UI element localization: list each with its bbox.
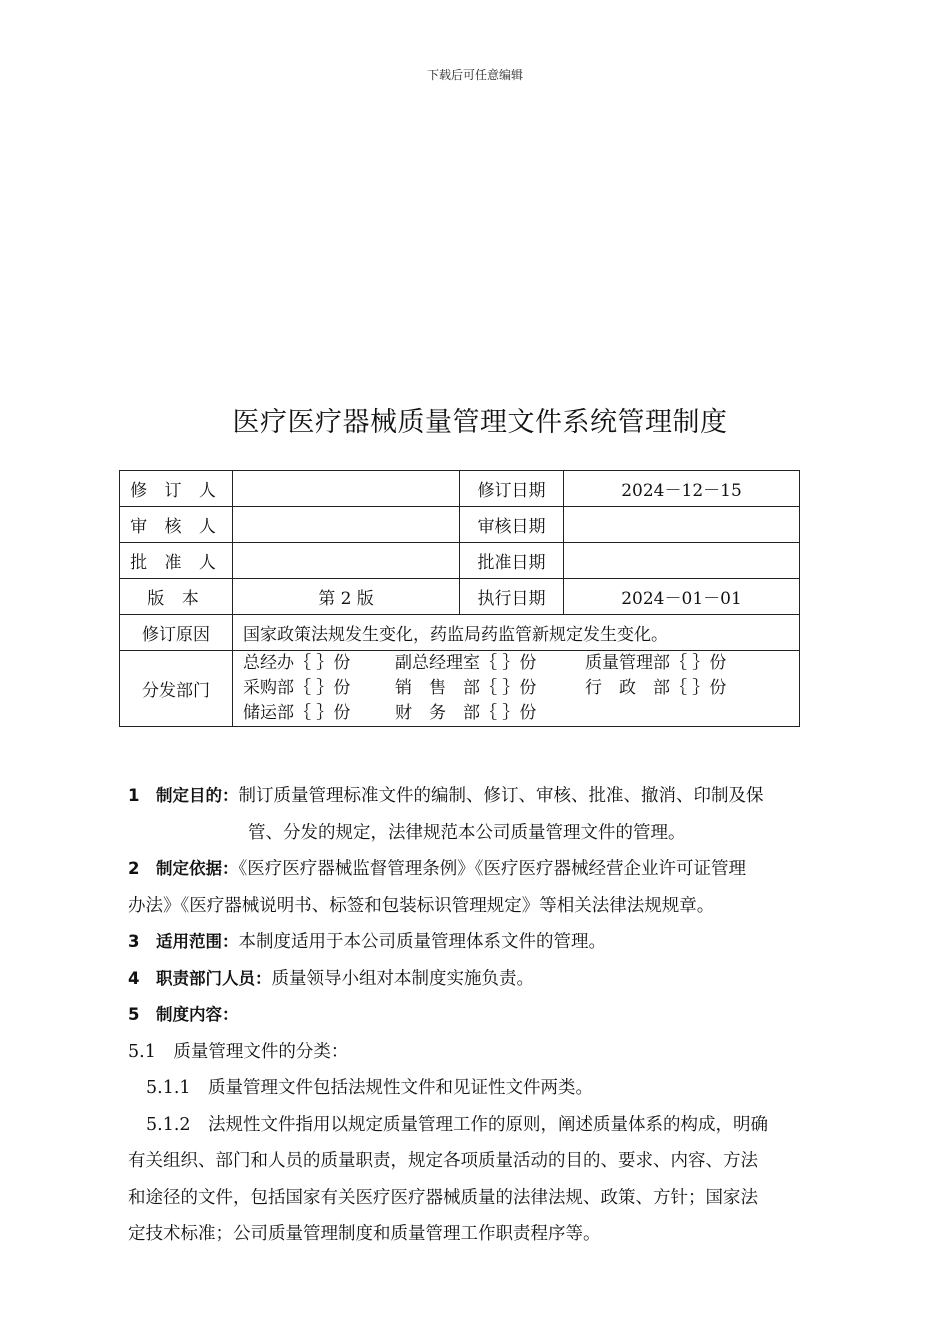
revise-date-value: 2024－12－15 — [564, 471, 800, 507]
section-3: 3 适用范围：本制度适用于本公司质量管理体系文件的管理。 — [128, 932, 606, 952]
distribution-label: 分发部门 — [120, 651, 233, 727]
reason-value: 国家政策法规发生变化，药监局药监管新规定发生变化。 — [233, 615, 800, 651]
section-heading: 3 适用范围： — [128, 932, 239, 951]
section-2-cont: 办法》《医疗器械说明书、标签和包装标识管理规定》等相关法律法规规章。 — [128, 895, 715, 916]
clause-5-1: 5.1 质量管理文件的分类： — [128, 1041, 349, 1062]
review-date-label: 审核日期 — [460, 507, 564, 543]
dist-item: 总经办｛ ｝份 — [243, 653, 351, 673]
reviser-label: 修 订 人 — [120, 471, 233, 507]
dist-item — [585, 701, 755, 726]
reviewer-value — [233, 507, 460, 543]
table-row — [120, 507, 800, 543]
section-1: 1 制定目的：制订质量管理标准文件的编制、修订、审核、批准、撤消、印制及保 — [128, 786, 764, 806]
dist-item: 质量管理部｛ ｝份 — [585, 653, 727, 673]
clause-5-1-2-cont: 有关组织、部门和人员的质量职责，规定各项质量活动的目的、要求、内容、方法 — [128, 1151, 758, 1171]
clause-5-1-2-cont: 定技术标准；公司质量管理制度和质量管理工作职责程序等。 — [128, 1224, 601, 1244]
dist-item: 采购部｛ ｝份 — [243, 678, 351, 698]
section-2: 2 制定依据：《医疗医疗器械监督管理条例》《医疗医疗器械经营企业许可证管理 — [128, 859, 746, 879]
table-row — [120, 615, 800, 651]
reviser-value — [233, 471, 460, 507]
approve-date-label: 批准日期 — [460, 543, 564, 579]
exec-date-value: 2024－01－01 — [564, 579, 800, 615]
document-title: 医疗医疗器械质量管理文件系统管理制度 — [232, 407, 728, 438]
approver-label: 批 准 人 — [120, 543, 233, 579]
dist-item: 副总经理室｛ ｝份 — [395, 653, 537, 673]
dist-item: 行 政 部｛ ｝份 — [585, 678, 727, 698]
version-value: 第 2 版 — [233, 579, 460, 615]
clause-5-1-2-cont: 和途径的文件，包括国家有关医疗医疗器械质量的法律法规、政策、方针；国家法 — [128, 1187, 758, 1208]
review-date-value — [564, 507, 800, 543]
info-table — [119, 470, 800, 727]
table-row — [120, 543, 800, 579]
reviewer-label: 审 核 人 — [120, 507, 233, 543]
exec-date-label: 执行日期 — [460, 579, 564, 615]
body-text — [128, 778, 833, 1253]
dist-item: 储运部｛ ｝份 — [243, 703, 351, 723]
table-row — [120, 471, 800, 507]
dist-item: 销 售 部｛ ｝份 — [395, 678, 537, 698]
section-5 — [128, 997, 833, 1034]
approver-value — [233, 543, 460, 579]
section-heading: 2 制定依据： — [128, 859, 239, 878]
section-4: 4 职责部门人员：质量领导小组对本制度实施负责。 — [128, 968, 534, 989]
section-heading: 4 职责部门人员： — [128, 968, 272, 988]
dist-item: 财 务 部｛ ｝份 — [395, 703, 537, 723]
header-note: 下载后可任意编辑 — [426, 68, 523, 82]
distribution-list — [233, 651, 800, 727]
revise-date-label: 修订日期 — [460, 471, 564, 507]
reason-label: 修订原因 — [120, 615, 233, 651]
section-1-cont: 管、分发的规定，法律规范本公司质量管理文件的管理。 — [248, 822, 686, 843]
clause-5-1-2: 5.1.2 法规性文件指用以规定质量管理工作的原则，阐述质量体系的构成，明确 — [146, 1114, 769, 1135]
section-heading: 1 制定目的： — [128, 786, 239, 805]
version-label: 版 本 — [120, 579, 233, 615]
table-row — [120, 651, 800, 727]
clause-5-1-1: 5.1.1 质量管理文件包括法规性文件和见证性文件两类。 — [146, 1078, 594, 1098]
approve-date-value — [564, 543, 800, 579]
section-heading: 5 制度内容： — [128, 1005, 239, 1024]
table-row — [120, 579, 800, 615]
